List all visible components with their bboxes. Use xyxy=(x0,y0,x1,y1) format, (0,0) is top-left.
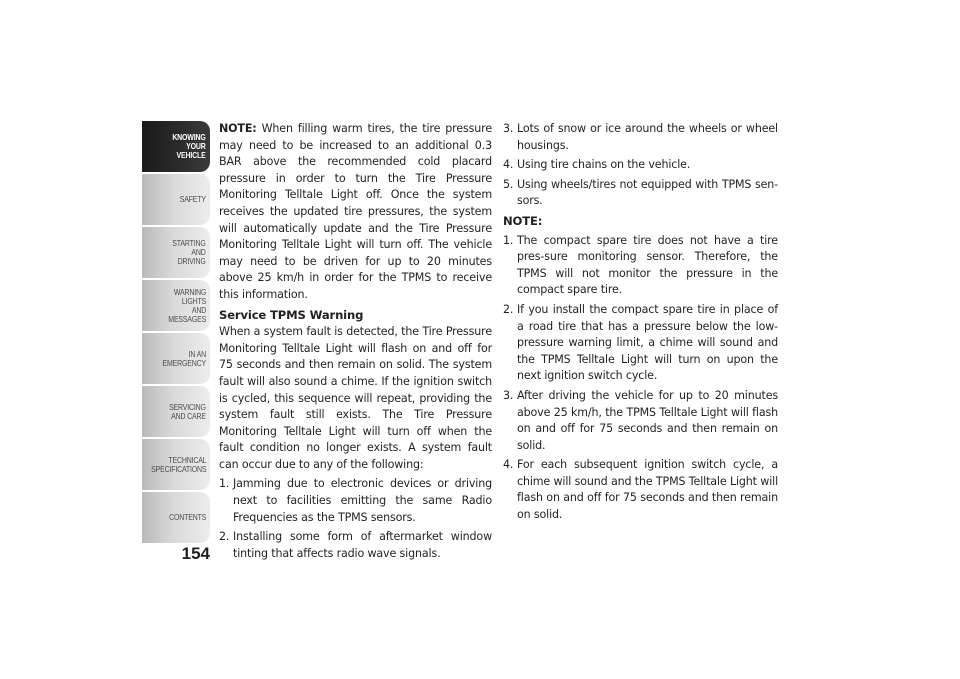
list-text: Using tire chains on the vehicle. xyxy=(517,158,691,172)
tab-in-an-emergency[interactable] xyxy=(142,333,210,384)
note-label: NOTE: xyxy=(219,122,257,135)
list-text: Jamming due to electronic devices or driving next to facilities emitting the same Radio Frequencies as the TPMS sensors. xyxy=(233,477,492,524)
list-item xyxy=(503,388,778,454)
list-item xyxy=(503,457,778,523)
fault-list-continued xyxy=(503,121,778,210)
list-number: 2. xyxy=(219,530,230,544)
list-text: Lots of snow or ice around the wheels or wheel housings. xyxy=(517,122,778,152)
list-text: If you install the compact spare tire in place of a road tire that has a pressure below the low-pressure warning limit, a chime will sound and the TPMS Telltale Light will turn on upon the next ignition switch cycle. xyxy=(517,302,778,383)
list-item xyxy=(503,121,778,154)
tab-warning-lights-and-messages[interactable] xyxy=(142,280,210,331)
tab-servicing-and-care[interactable] xyxy=(142,386,210,437)
list-number: 4. xyxy=(503,158,514,172)
page-number: 154 xyxy=(181,544,210,563)
list-text: After driving the vehicle for up to 20 minutes above 25 km/h, the TPMS Telltale Light will flash on and off for 75 seconds and then remain on solid. xyxy=(517,388,778,452)
list-number: 3. xyxy=(503,388,514,402)
right-column xyxy=(503,121,778,527)
tab-knowing-your-vehicle[interactable] xyxy=(142,121,210,172)
list-text: For each subsequent ignition switch cycle, a chime will sound and the TPMS Telltale Light will flash on and off for 75 seconds and then remain on solid. xyxy=(517,458,778,522)
list-item xyxy=(503,302,778,385)
note-paragraph xyxy=(219,121,492,304)
list-item xyxy=(219,529,492,562)
note-list xyxy=(503,233,778,524)
list-number: 4. xyxy=(503,458,514,472)
tab-label: CONTENTS xyxy=(168,512,206,522)
left-column xyxy=(219,121,492,565)
list-item xyxy=(503,233,778,299)
tab-label: IN AN EMERGENCY xyxy=(162,348,206,368)
list-item xyxy=(219,476,492,526)
tab-technical-specifications[interactable] xyxy=(142,439,210,490)
list-item xyxy=(503,177,778,210)
list-number: 1. xyxy=(503,233,514,247)
list-number: 2. xyxy=(503,302,514,316)
list-item xyxy=(503,157,778,174)
section-heading: Service TPMS Warning xyxy=(219,307,364,322)
tab-label: STARTING AND DRIVING xyxy=(172,238,206,266)
note-heading: NOTE: xyxy=(503,213,543,228)
tab-label: TECHNICAL SPECIFICATIONS xyxy=(150,454,206,474)
list-number: 5. xyxy=(503,177,514,191)
tab-contents[interactable] xyxy=(142,492,210,543)
list-text: Installing some form of aftermarket window tinting that affects radio wave signals. xyxy=(233,530,492,560)
list-text: Using wheels/tires not equipped with TPMS sen-sors. xyxy=(517,177,778,208)
tab-label: WARNING LIGHTS AND MESSAGES xyxy=(168,286,206,324)
list-number: 1. xyxy=(219,477,230,491)
note-text: When filling warm tires, the tire pressure may need to be increased to an additional 0.3 BAR above the recommended cold placard pressure in order to turn the Tire Pressure Monitoring Telltale Light off. Once the system receives the updated tire pressures, the system will automatically update and the Tire Pressure Monitoring Telltale Light will turn off. The vehicle may need to be driven for up to 20 minutes above 25 km/h in order for the TPMS to receive this information. xyxy=(219,122,492,301)
tab-label: KNOWING YOUR VEHICLE xyxy=(172,132,206,160)
fault-list xyxy=(219,476,492,562)
list-text: The compact spare tire does not have a tire pres-sure monitoring sensor. Therefore, the TPMS will not monitor the pressure in the compact spare tire. xyxy=(517,233,778,297)
tab-safety[interactable] xyxy=(142,174,210,225)
body-paragraph: When a system fault is detected, the Tire Pressure Monitoring Telltale Light will flash on and off for 75 seconds and then remain on solid. The system fault will also sound a chime. If the ignition switch is cycled, this sequence will repeat, providing the system fault still exists. The Tire Pressure Monitoring Telltale Light will turn off when the fault condition no longer exists. A system fault can occur due to any of the following: xyxy=(219,325,492,471)
list-number: 3. xyxy=(503,122,514,135)
tab-starting-and-driving[interactable] xyxy=(142,227,210,278)
tab-label: SERVICING AND CARE xyxy=(169,401,206,421)
tab-label: SAFETY xyxy=(179,194,206,204)
section-tabs xyxy=(142,121,210,545)
